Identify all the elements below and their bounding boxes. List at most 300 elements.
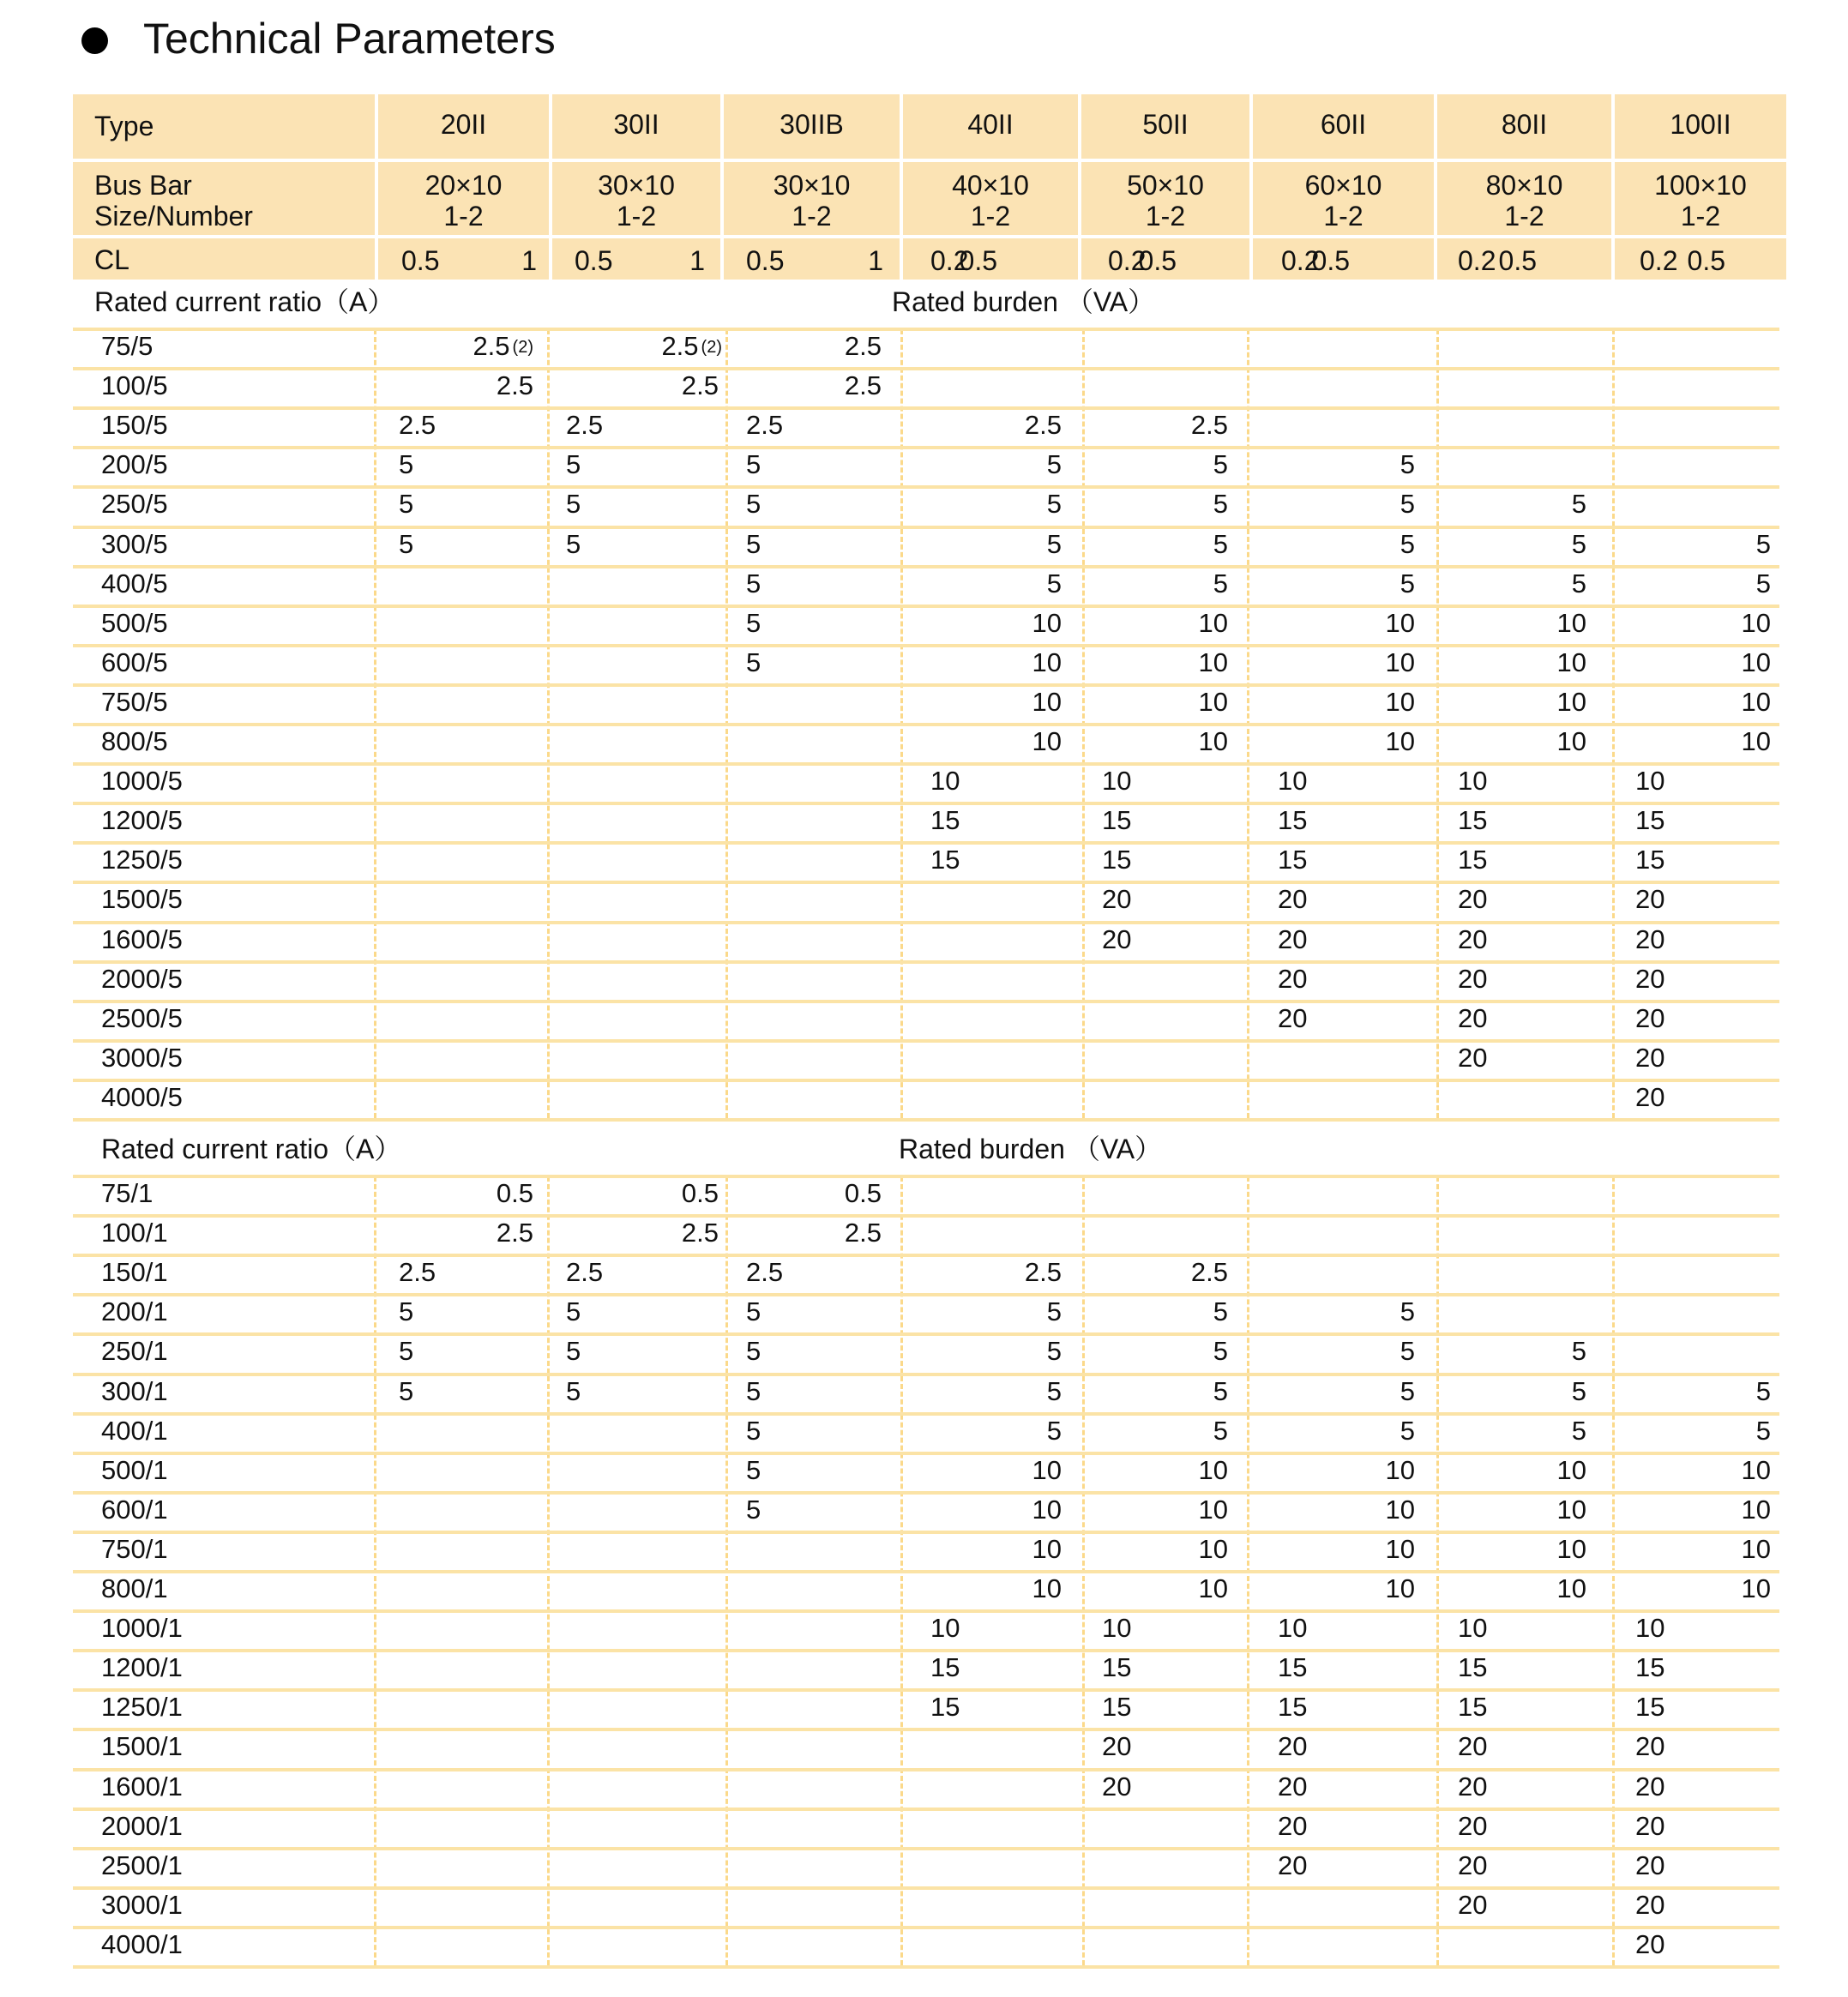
burden-value: 20 [1635, 923, 1665, 954]
burden-value: 5 [1755, 528, 1771, 559]
burden-value: 10 [1385, 1533, 1415, 1564]
ratio-label: 75/1 [101, 1178, 153, 1208]
header-cell [378, 94, 549, 159]
burden-value: 15 [930, 1692, 960, 1723]
cl-value: 0.2 [1640, 245, 1678, 276]
burden-value: 2.5 (2) [661, 331, 722, 361]
burden-value: 5 [1213, 528, 1228, 559]
burden-value: 5 [746, 489, 761, 520]
burden-value: 15 [1458, 1692, 1488, 1723]
row-separator [73, 1808, 1779, 1811]
ratio-label: 150/1 [101, 1257, 168, 1288]
burden-value: 5 [746, 607, 761, 638]
type-value: 80II [1501, 109, 1548, 140]
burden-value: 5 [746, 528, 761, 559]
burden-value: 10 [1102, 1613, 1132, 1644]
burden-value: 5 [399, 1375, 414, 1406]
burden-value: 20 [1458, 1810, 1488, 1841]
burden-value: 5 [566, 1375, 581, 1406]
burden-value: 15 [1458, 1652, 1488, 1683]
burden-value: 15 [1102, 845, 1132, 875]
ratio-label: 100/1 [101, 1218, 168, 1248]
header-cell [1437, 94, 1611, 159]
bus-number-value: 1-2 [970, 201, 1011, 232]
burden-value: 5 [566, 449, 581, 480]
row-separator [73, 921, 1779, 924]
header-cell [1081, 94, 1249, 159]
burden-value: 20 [1278, 1002, 1308, 1033]
burden-value: 10 [1198, 647, 1228, 677]
burden-value: 10 [1385, 1454, 1415, 1485]
ratio-label: 750/1 [101, 1533, 168, 1564]
burden-value: 10 [1556, 1494, 1586, 1525]
burden-value: 5 [1400, 1296, 1415, 1327]
burden-value: 5 [566, 489, 581, 520]
burden-value: 5 [1213, 1296, 1228, 1327]
burden-value: 10 [1385, 607, 1415, 638]
footnote-marker: (2) [512, 338, 533, 357]
bullet-icon [81, 27, 108, 54]
header-cell [1437, 162, 1611, 235]
burden-value: 2.5 [566, 410, 604, 441]
ratio-label: 600/5 [101, 647, 168, 677]
row-separator [73, 1847, 1779, 1850]
burden-value: 15 [1278, 1652, 1308, 1683]
row-separator [73, 1175, 1779, 1178]
burden-value: 15 [1635, 1652, 1665, 1683]
burden-value: 15 [1278, 845, 1308, 875]
burden-value: 20 [1458, 1731, 1488, 1762]
ratio-label: 200/5 [101, 449, 168, 480]
burden-value: 20 [1458, 1042, 1488, 1073]
burden-value: 20 [1278, 923, 1308, 954]
burden-value: 5 [746, 449, 761, 480]
burden-value: 10 [1032, 607, 1062, 638]
type-value: 40II [967, 109, 1014, 140]
row-separator [73, 1000, 1779, 1003]
burden-value: 20 [1278, 1771, 1308, 1802]
burden-value: 20 [1635, 1771, 1665, 1802]
ratio-label: 75/5 [101, 331, 153, 361]
burden-value: 10 [1032, 1494, 1062, 1525]
burden-value: 10 [1278, 1613, 1308, 1644]
header-cell [378, 162, 549, 235]
ratio-label: 1200/1 [101, 1652, 183, 1683]
bus-number-value: 1-2 [1145, 201, 1186, 232]
ratio-label: 1500/5 [101, 884, 183, 915]
cl-value: 0.5 [959, 245, 997, 276]
burden-value: 10 [1032, 1454, 1062, 1485]
burden-value: 10 [1458, 1613, 1488, 1644]
burden-value: 2.5 [1190, 410, 1228, 441]
burden-value: 20 [1635, 1731, 1665, 1762]
burden-value: 5 [1755, 568, 1771, 598]
burden-value: 5 [1571, 1336, 1586, 1367]
burden-value: 20 [1635, 1002, 1665, 1033]
ratio-label: 2000/5 [101, 963, 183, 994]
burden-value: 2.5 [1190, 1257, 1228, 1288]
burden-value: 20 [1102, 923, 1132, 954]
header-cell [724, 162, 900, 235]
burden-value: 0.5 [496, 1178, 533, 1208]
burden-value: 2.5 [1024, 410, 1062, 441]
burden-value: 20 [1278, 1810, 1308, 1841]
burden-value: 15 [1102, 1692, 1132, 1723]
burden-value: 5 [1046, 1336, 1062, 1367]
cl-value: 0.5 [1687, 245, 1725, 276]
burden-value: 20 [1458, 884, 1488, 915]
burden-value: 10 [1385, 647, 1415, 677]
cl-label: CL [94, 244, 129, 275]
burden-value: 5 [1571, 1375, 1586, 1406]
ratio-label: 1250/5 [101, 845, 183, 875]
burden-value: 20 [1458, 963, 1488, 994]
burden-value: 15 [1278, 805, 1308, 836]
cl-value: 0.2 [930, 245, 969, 276]
burden-value: 15 [1102, 805, 1132, 836]
burden-value: 20 [1458, 923, 1488, 954]
row-separator [73, 1293, 1779, 1296]
row-separator [73, 1965, 1779, 1969]
burden-value: 2.5 [496, 1218, 533, 1248]
burden-value: 5 [1213, 489, 1228, 520]
burden-value: 10 [1556, 1454, 1586, 1485]
header-cell [552, 94, 720, 159]
burden-value: 2.5 [746, 1257, 784, 1288]
type-value: 50II [1142, 109, 1189, 140]
ratio-label: 1250/1 [101, 1692, 183, 1723]
burden-value: 5 [1755, 1415, 1771, 1446]
burden-value: 15 [1102, 1652, 1132, 1683]
burden-value: 10 [1741, 647, 1771, 677]
header-cell [1615, 162, 1786, 235]
burden-value: 2.5 (2) [473, 331, 533, 361]
cl-value: 0.5 [1138, 245, 1177, 276]
burden-value: 10 [1741, 1494, 1771, 1525]
burden-value: 10 [1458, 766, 1488, 797]
burden-value: 10 [1741, 1573, 1771, 1603]
burden-value: 5 [1213, 1415, 1228, 1446]
cl-value: 1 [521, 245, 537, 276]
bus-number-value: 1-2 [1323, 201, 1363, 232]
row-separator [73, 1768, 1779, 1771]
burden-value: 20 [1635, 1081, 1665, 1112]
ratio-label: 2500/1 [101, 1850, 183, 1880]
ratio-label: 600/1 [101, 1494, 168, 1525]
burden-value: 20 [1102, 884, 1132, 915]
rated-current-ratio-heading: Rated current ratio（A） [101, 1134, 402, 1164]
cl-value: 1 [868, 245, 883, 276]
burden-value: 20 [1278, 1850, 1308, 1880]
ratio-label: 3000/5 [101, 1042, 183, 1073]
bus-size-value: 30×10 [773, 170, 851, 201]
row-separator [73, 1886, 1779, 1890]
bus-number-value: 1-2 [616, 201, 657, 232]
burden-value: 10 [1556, 686, 1586, 717]
row-separator [73, 881, 1779, 884]
burden-value: 2.5 [566, 1257, 604, 1288]
bus-size-value: 50×10 [1127, 170, 1204, 201]
burden-value: 20 [1102, 1771, 1132, 1802]
burden-value: 10 [1198, 1454, 1228, 1485]
rated-current-ratio-heading: Rated current ratio（A） [94, 286, 395, 317]
row-separator [73, 960, 1779, 964]
burden-value: 2.5 [399, 410, 436, 441]
burden-value: 10 [1556, 726, 1586, 756]
burden-value: 5 [1400, 568, 1415, 598]
row-separator [73, 1254, 1779, 1257]
row-separator [73, 1649, 1779, 1652]
burden-value: 2.5 [746, 410, 784, 441]
burden-value: 10 [1385, 686, 1415, 717]
rated-burden-heading: Rated burden （VA） [892, 286, 1156, 317]
bus-size-value: 20×10 [424, 170, 503, 201]
burden-value: 10 [1032, 1573, 1062, 1603]
row-separator [73, 446, 1779, 449]
ratio-label: 750/5 [101, 686, 168, 717]
row-separator [73, 1926, 1779, 1929]
rated-burden-heading: Rated burden （VA） [899, 1134, 1163, 1164]
burden-value: 5 [1046, 528, 1062, 559]
burden-value: 20 [1635, 1928, 1665, 1959]
type-value: 20II [440, 109, 487, 140]
burden-value: 5 [746, 1494, 761, 1525]
burden-value: 5 [1046, 568, 1062, 598]
burden-value: 10 [1032, 1533, 1062, 1564]
row-separator [73, 367, 1779, 370]
row-separator [73, 1214, 1779, 1218]
burden-value: 2.5 [399, 1257, 436, 1288]
burden-value: 10 [1741, 1454, 1771, 1485]
burden-value: 5 [1400, 528, 1415, 559]
bus-number-value: 1-2 [443, 201, 484, 232]
burden-value: 2.5 [496, 370, 533, 401]
header-cell [1615, 94, 1786, 159]
bus-number-value: 1-2 [1680, 201, 1721, 232]
burden-value: 5 [746, 647, 761, 677]
header-cell [73, 238, 375, 280]
burden-value: 2.5 [844, 1218, 882, 1248]
burden-value: 5 [746, 1336, 761, 1367]
burden-value: 5 [399, 1336, 414, 1367]
row-separator [73, 841, 1779, 845]
row-separator [73, 762, 1779, 766]
bus-size-value: 80×10 [1485, 170, 1563, 201]
burden-value: 20 [1635, 1810, 1665, 1841]
bus-size-value: 100×10 [1654, 170, 1747, 201]
burden-value: 5 [1400, 489, 1415, 520]
burden-value: 5 [1571, 528, 1586, 559]
cl-value: 0.2 [1108, 245, 1147, 276]
row-separator [73, 1118, 1779, 1122]
burden-value: 10 [1556, 1533, 1586, 1564]
ratio-label: 500/5 [101, 607, 168, 638]
burden-value: 10 [1385, 1573, 1415, 1603]
ratio-label: 1000/5 [101, 766, 183, 797]
header-cell [73, 162, 375, 235]
ratio-label: 500/1 [101, 1454, 168, 1485]
burden-value: 5 [1213, 1336, 1228, 1367]
burden-value: 10 [1198, 686, 1228, 717]
ratio-label: 250/1 [101, 1336, 168, 1367]
burden-value: 10 [1198, 1533, 1228, 1564]
ratio-label: 400/5 [101, 568, 168, 598]
burden-value: 20 [1458, 1002, 1488, 1033]
burden-value: 5 [1400, 1415, 1415, 1446]
burden-value: 10 [1278, 766, 1308, 797]
row-separator [73, 1688, 1779, 1692]
ratio-label: 100/5 [101, 370, 168, 401]
burden-value: 10 [1032, 686, 1062, 717]
ratio-label: 300/1 [101, 1375, 168, 1406]
burden-value: 5 [746, 1454, 761, 1485]
ratio-label: 1500/1 [101, 1731, 183, 1762]
burden-value: 15 [930, 845, 960, 875]
burden-value: 5 [746, 1415, 761, 1446]
burden-value: 5 [399, 489, 414, 520]
burden-value: 10 [1635, 766, 1665, 797]
burden-value: 10 [1741, 726, 1771, 756]
burden-value: 5 [1046, 1415, 1062, 1446]
burden-value: 10 [1198, 726, 1228, 756]
burden-value: 5 [399, 1296, 414, 1327]
burden-value: 15 [1635, 845, 1665, 875]
burden-value: 5 [399, 449, 414, 480]
burden-value: 10 [1198, 1494, 1228, 1525]
burden-value: 0.5 [844, 1178, 882, 1208]
bus-size-value: 40×10 [952, 170, 1029, 201]
burden-value: 20 [1635, 1850, 1665, 1880]
row-separator [73, 1609, 1779, 1613]
burden-value: 10 [1741, 1533, 1771, 1564]
row-separator [73, 802, 1779, 805]
burden-value: 10 [1102, 766, 1132, 797]
footnote-marker: (2) [701, 338, 722, 357]
ratio-label: 800/5 [101, 726, 168, 756]
row-separator [73, 1079, 1779, 1082]
burden-value: 10 [930, 766, 960, 797]
burden-value: 10 [1032, 647, 1062, 677]
burden-value: 20 [1458, 1850, 1488, 1880]
burden-value: 10 [1556, 607, 1586, 638]
cl-value: 0.5 [746, 245, 785, 276]
ratio-label: 400/1 [101, 1415, 168, 1446]
burden-value: 5 [1046, 1296, 1062, 1327]
burden-value: 10 [1556, 1573, 1586, 1603]
burden-value: 5 [1213, 449, 1228, 480]
burden-value: 0.5 [681, 1178, 719, 1208]
ratio-label: 4000/5 [101, 1081, 183, 1112]
burden-value: 10 [1032, 726, 1062, 756]
header-cell [1081, 162, 1249, 235]
burden-value: 5 [1400, 1336, 1415, 1367]
burden-value: 2.5 [844, 331, 882, 361]
burden-value: 15 [1278, 1692, 1308, 1723]
burden-value: 5 [1571, 568, 1586, 598]
burden-value: 20 [1635, 1042, 1665, 1073]
burden-value: 15 [1458, 845, 1488, 875]
burden-value: 10 [1385, 726, 1415, 756]
burden-value: 5 [566, 1336, 581, 1367]
header-cell [724, 94, 900, 159]
burden-value: 5 [1213, 1375, 1228, 1406]
row-separator [73, 328, 1779, 331]
burden-value: 5 [1755, 1375, 1771, 1406]
row-separator [73, 1728, 1779, 1731]
burden-value: 10 [1556, 647, 1586, 677]
burden-value: 5 [1571, 1415, 1586, 1446]
burden-value: 5 [746, 568, 761, 598]
burden-value: 10 [1198, 607, 1228, 638]
header-cell [903, 94, 1078, 159]
type-value: 60II [1320, 109, 1367, 140]
ratio-label: 1600/5 [101, 923, 183, 954]
header-cell [1253, 162, 1434, 235]
burden-value: 15 [930, 1652, 960, 1683]
burden-value: 5 [1400, 1375, 1415, 1406]
burden-value: 5 [566, 1296, 581, 1327]
burden-value: 5 [399, 528, 414, 559]
burden-value: 20 [1102, 1731, 1132, 1762]
bus-size-value: 60×10 [1304, 170, 1382, 201]
type-label: Type [94, 111, 154, 141]
burden-value: 2.5 [681, 1218, 719, 1248]
size-number-label: Size/Number [94, 201, 253, 232]
type-value: 100II [1670, 109, 1731, 140]
ratio-label: 3000/1 [101, 1889, 183, 1920]
burden-value: 20 [1458, 1889, 1488, 1920]
cl-value: 0.5 [1498, 245, 1537, 276]
bus-size-value: 30×10 [598, 170, 675, 201]
header-cell [73, 94, 375, 159]
burden-value: 5 [746, 1375, 761, 1406]
row-separator [73, 406, 1779, 410]
cl-value: 0.2 [1281, 245, 1320, 276]
burden-value: 10 [1198, 1573, 1228, 1603]
burden-value: 10 [1741, 686, 1771, 717]
burden-value: 20 [1635, 1889, 1665, 1920]
burden-value: 5 [1213, 568, 1228, 598]
cl-value: 0.2 [1458, 245, 1496, 276]
burden-value: 15 [930, 805, 960, 836]
burden-value: 5 [1046, 489, 1062, 520]
burden-value: 10 [1741, 607, 1771, 638]
burden-value: 20 [1278, 884, 1308, 915]
burden-value: 15 [1635, 805, 1665, 836]
burden-value: 20 [1635, 963, 1665, 994]
type-value: 30II [613, 109, 659, 140]
burden-value: 15 [1458, 805, 1488, 836]
bus-number-value: 1-2 [792, 201, 832, 232]
header-cell [1253, 94, 1434, 159]
bus-bar-label: Bus Bar [94, 170, 192, 201]
burden-value: 2.5 [681, 370, 719, 401]
ratio-label: 1600/1 [101, 1771, 183, 1802]
cl-value: 0.5 [1311, 245, 1350, 276]
ratio-label: 300/5 [101, 528, 168, 559]
burden-value: 15 [1635, 1692, 1665, 1723]
header-cell [903, 162, 1078, 235]
bus-number-value: 1-2 [1504, 201, 1544, 232]
burden-value: 20 [1635, 884, 1665, 915]
ratio-label: 250/5 [101, 489, 168, 520]
ratio-label: 2000/1 [101, 1810, 183, 1841]
cl-value: 0.5 [401, 245, 440, 276]
ratio-label: 2500/5 [101, 1002, 183, 1033]
burden-value: 2.5 [1024, 1257, 1062, 1288]
cl-value: 1 [689, 245, 705, 276]
burden-value: 5 [1046, 449, 1062, 480]
